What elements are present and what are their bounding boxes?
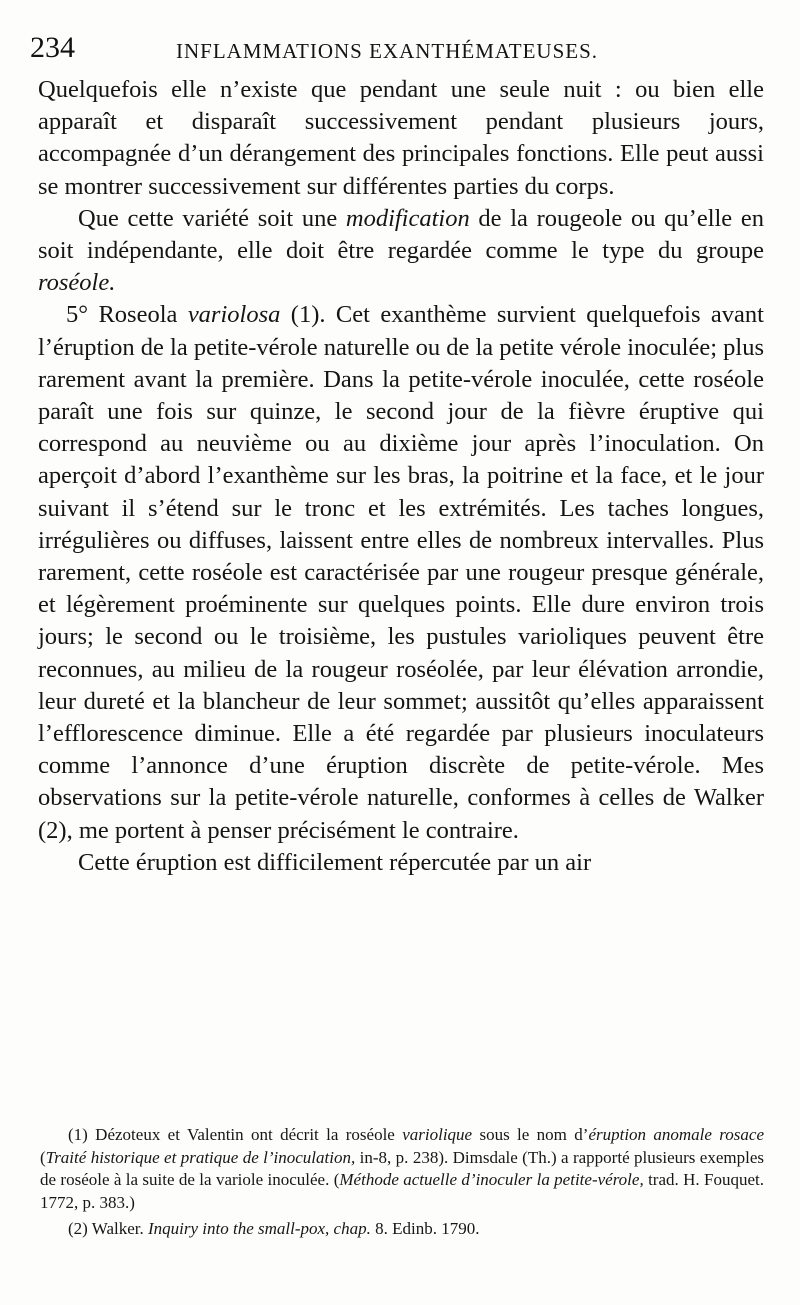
footnote-1-text-c: ( [40,1147,46,1167]
paragraph-3-emphasis-variolosa: variolosa [187,301,281,329]
footnote-1-emphasis-traite: Traité historique et pratique de l’inoculation, [45,1147,356,1167]
footnote-1-text-d: in-8, p. 238). Dimsdale (Th.) a rapporté plusieurs exemples de roséole à la suite de la variole inoculée. ( [40,1147,764,1189]
paragraph-2-emphasis-roseole: roséole. [38,269,116,297]
footnote-1-text-a: (1) Dézoteux et Valentin ont décrit la roséole [68,1125,403,1144]
paragraph-3 [38,299,764,846]
footnotes [40,1124,764,1241]
footnote-1-emphasis-variolique: variolique [402,1125,473,1144]
footnote-1-text-b: sous le nom d’ [472,1125,589,1144]
paragraph-1-text: Quelquefois elle n’existe que pendant une seule nuit : ou bien elle apparaît et disparaît successivement pendant plusieurs jours, accompagnée d’un dérangement des principales fonctions. Elle peut aussi se montrer successivement sur différentes parties du corps. [38,76,764,200]
footnote-2 [40,1218,764,1241]
paragraph-3-text-a: 5° Roseola [66,301,188,329]
page-header [30,30,770,70]
footnote-2-text-a: (2) Walker. [68,1219,148,1238]
footnote-1-text-e: trad. H. Fouquet. 1772, p. 383.) [40,1170,764,1212]
running-head: INFLAMMATIONS EXANTHÉMATEUSES. [176,39,599,63]
paragraph-4 [38,847,764,879]
footnote-2-text-b: 8. Edinb. 1790. [370,1219,480,1238]
paragraph-2-text-b: de la rougeole ou qu’elle en soit indépendante, elle doit être regardée comme le type du groupe [38,204,764,265]
body-text [38,74,764,879]
paragraph-2-text-a: Que cette variété soit une [78,204,346,232]
paragraph-4-text: Cette éruption est difficilement répercutée par un air [78,848,592,876]
footnote-2-emphasis-inquiry: Inquiry into the small-pox, chap. [148,1219,371,1238]
paragraph-1 [38,74,764,203]
paragraph-3-text-b: (1). Cet exanthème survient quelquefois avant l’éruption de la petite-vérole naturelle ou de la petite vérole inoculée; plus rarement avant la première. Dans la petite-vérole inoculée, cette roséole paraît une fois sur quinze, le second jour de la fièvre éruptive qui correspond au neuvième ou au dixième jour après l’inoculation. On aperçoit d’abord l’exanthème sur les bras, la poitrine et la face, et le jour suivant il s’étend sur le tronc et les extrémités. Les taches longues, irrégulières ou diffuses, laissent entre elles de nombreux intervalles. Plus rarement, cette roséole est caractérisée par une rougeur presque générale, et légèrement proéminente sur quelques points. Elle dure environ trois jours; le second ou le troisième, les pustules varioliques peuvent être reconnues, au milieu de la rougeur roséolée, par leur élévation arrondie, leur dureté et la blancheur de leur sommet; aussitôt qu’elles apparaissent l’efflorescence diminue. Elle a été regardée par plusieurs inoculateurs comme l’annonce d’une éruption discrète de petite-vérole. Mes observations sur la petite-vérole naturelle, conformes à celles de Walker (2), me portent à penser précisément le contraire. [38,301,764,844]
page-number: 234 [30,31,75,64]
footnote-1-emphasis-eruption: éruption anomale rosace [588,1125,764,1144]
footnote-1 [40,1124,764,1214]
paragraph-2 [38,203,764,300]
footnote-1-emphasis-methode: Méthode actuelle d’inoculer la petite-vérole, [339,1170,644,1189]
paragraph-2-emphasis-modification: modification [345,204,470,232]
